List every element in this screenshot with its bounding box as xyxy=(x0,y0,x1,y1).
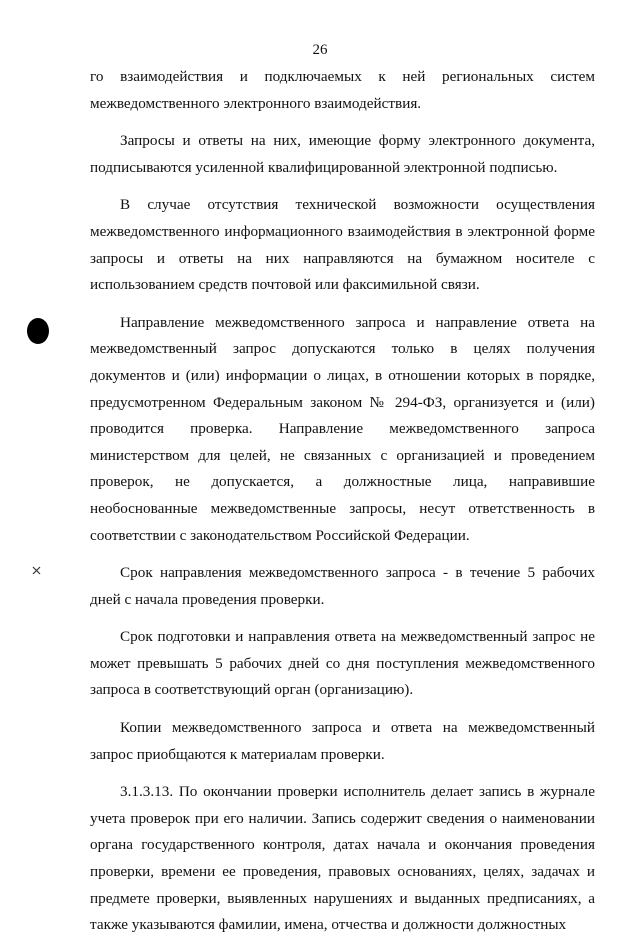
scan-speck-mark xyxy=(32,566,41,575)
paragraph-request-purpose: Направление межведомственного запроса и направление ответа на межведомственный запрос допускаются только в целях получения документов и (или) информации о лицах, в отношении которых в порядке, предусмотренном Федеральным законом № 294-ФЗ, организуется и (или) проводится проверка. Направление межведомственного запроса министерством для целей, не связанных с организацией и проведением проверок, не допускается, а должностные лица, направившие необоснованные межведомственные запросы, несут ответственность в соответствии с законодательством Российской Федерации. xyxy=(90,313,595,544)
paragraph-electronic-signature: Запросы и ответы на них, имеющие форму электронного документа, подписываются усиленной квалифицированной электронной подписью. xyxy=(90,132,595,176)
page-number: 26 xyxy=(312,42,328,58)
paragraph-response-deadline: Срок подготовки и направления ответа на межведомственный запрос не может превышать 5 рабочих дней со дня поступления межведомственного запроса в соответствующий орган (организацию). xyxy=(90,628,595,699)
hole-punch-mark xyxy=(27,318,49,344)
paragraph-3-1-3-13: 3.1.3.13. По окончании проверки исполнитель делает запись в журнале учета проверок при его наличии. Запись содержит сведения о наименовании органа государственного контроля, датах начала и окончания проведения проверки, времени ее проведения, правовых основаниях, целях, задачах и предмете проверки, выявленных нарушениях и выданных предписаниях, а также указываются фамилии, имена, отчества и должности должностных xyxy=(90,783,595,934)
paragraph-copies: Копии межведомственного запроса и ответа на межведомственный запрос приобщаются к материалам проверки. xyxy=(90,719,595,763)
paragraph-paper-requests: В случае отсутствия технической возможности осуществления межведомственного информационного взаимодействия в электронной форме запросы и ответы на них направляются на бумажном носителе с использованием средств почтовой или факсимильной связи. xyxy=(90,196,595,294)
body-text xyxy=(90,64,595,950)
paragraph-continuation: го взаимодействия и подключаемых к ней региональных систем межведомственного электронного взаимодействия. xyxy=(90,68,595,112)
paragraph-request-deadline: Срок направления межведомственного запроса - в течение 5 рабочих дней с начала проведения проверки. xyxy=(90,564,595,608)
